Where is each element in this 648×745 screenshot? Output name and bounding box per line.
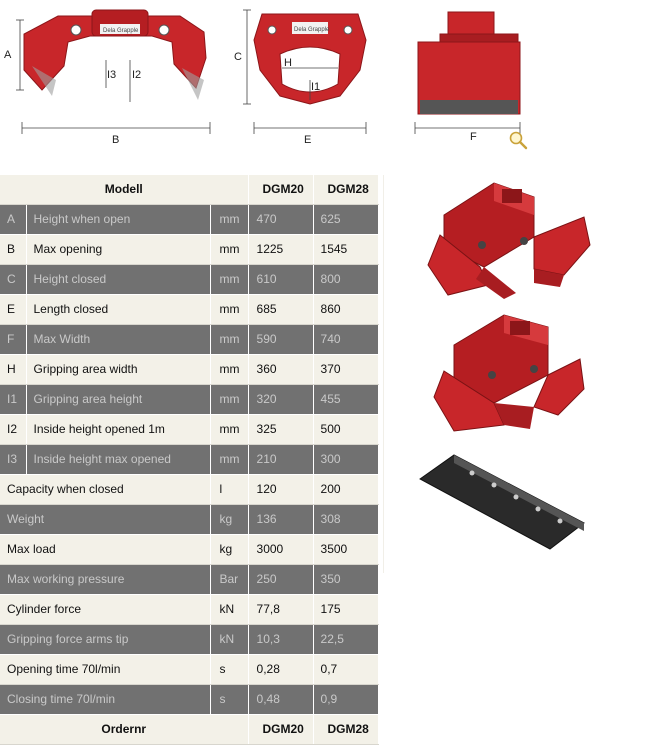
- table-row: [0, 295, 378, 325]
- row-value-dgm20: 0,28: [248, 655, 313, 685]
- row-unit: s: [210, 685, 248, 715]
- row-value-dgm28: 3500: [313, 535, 378, 565]
- product-photos: [384, 175, 619, 573]
- row-label: Gripping area height: [26, 385, 210, 415]
- dim-label-i2: I2: [132, 69, 142, 81]
- row-unit: mm: [210, 385, 248, 415]
- row-unit: kN: [210, 625, 248, 655]
- row-value-dgm28: 22,5: [313, 625, 378, 655]
- table-row: [0, 445, 378, 475]
- row-label: Gripping force arms tip: [0, 625, 210, 655]
- grapple-closed-photo: [434, 315, 584, 431]
- row-value-dgm20: 590: [248, 325, 313, 355]
- row-value-dgm28: 740: [313, 325, 378, 355]
- row-unit: mm: [210, 325, 248, 355]
- row-letter: B: [0, 235, 26, 265]
- table-row: [0, 355, 378, 385]
- row-unit: kg: [210, 505, 248, 535]
- row-label: Opening time 70l/min: [0, 655, 210, 685]
- dim-label-f: F: [470, 131, 477, 143]
- row-unit: mm: [210, 265, 248, 295]
- row-value-dgm20: 250: [248, 565, 313, 595]
- table-footer-row: [0, 715, 378, 745]
- row-value-dgm20: 325: [248, 415, 313, 445]
- row-label: Max opening: [26, 235, 210, 265]
- front-plate-text: Dela Grapple: [294, 27, 330, 33]
- row-label: Inside height opened 1m: [26, 415, 210, 445]
- row-value-dgm20: 1225: [248, 235, 313, 265]
- row-unit: mm: [210, 295, 248, 325]
- table-row: [0, 625, 378, 655]
- row-value-dgm28: 308: [313, 505, 378, 535]
- magnifier-icon[interactable]: [508, 130, 528, 150]
- row-letter: C: [0, 265, 26, 295]
- row-value-dgm28: 0,9: [313, 685, 378, 715]
- dim-label-a: A: [4, 49, 12, 61]
- row-label: Height when open: [26, 205, 210, 235]
- row-value-dgm28: 800: [313, 265, 378, 295]
- table-row: [0, 385, 378, 415]
- row-letter: F: [0, 325, 26, 355]
- row-unit: kg: [210, 535, 248, 565]
- row-unit: kN: [210, 595, 248, 625]
- row-value-dgm28: 500: [313, 415, 378, 445]
- row-letter: E: [0, 295, 26, 325]
- row-value-dgm20: 10,3: [248, 625, 313, 655]
- table-row: [0, 565, 378, 595]
- table-body: [0, 205, 378, 715]
- table-row: [0, 325, 378, 355]
- cutting-edge-photo: [420, 455, 584, 549]
- row-label: Gripping area width: [26, 355, 210, 385]
- front-view-diagram: [234, 10, 366, 146]
- footer-model-dgm28: DGM28: [313, 715, 378, 745]
- table-header-row: [0, 175, 378, 205]
- table-row: [0, 415, 378, 445]
- header-model-dgm28: DGM28: [313, 175, 378, 205]
- row-label: Length closed: [26, 295, 210, 325]
- table-row: [0, 685, 378, 715]
- row-value-dgm28: 625: [313, 205, 378, 235]
- row-label: Max Width: [26, 325, 210, 355]
- table-row: [0, 475, 378, 505]
- row-value-dgm20: 360: [248, 355, 313, 385]
- dim-label-i1: I1: [311, 81, 321, 93]
- row-value-dgm28: 370: [313, 355, 378, 385]
- row-label: Weight: [0, 505, 210, 535]
- specification-table: [0, 175, 379, 745]
- dim-label-c: C: [234, 51, 242, 63]
- dim-label-b: B: [112, 134, 120, 146]
- header-model-label: Modell: [0, 175, 248, 205]
- table-row: [0, 595, 378, 625]
- footer-model-dgm20: DGM20: [248, 715, 313, 745]
- dimension-diagrams: [0, 0, 648, 168]
- header-model-dgm20: DGM20: [248, 175, 313, 205]
- row-label: Height closed: [26, 265, 210, 295]
- row-value-dgm28: 175: [313, 595, 378, 625]
- table-row: [0, 265, 378, 295]
- table-row: [0, 205, 378, 235]
- row-value-dgm28: 1545: [313, 235, 378, 265]
- row-label: Capacity when closed: [0, 475, 210, 505]
- row-value-dgm28: 300: [313, 445, 378, 475]
- row-value-dgm28: 0,7: [313, 655, 378, 685]
- table-row: [0, 235, 378, 265]
- row-letter: A: [0, 205, 26, 235]
- row-label: Cylinder force: [0, 595, 210, 625]
- row-letter: I1: [0, 385, 26, 415]
- row-label: Inside height max opened: [26, 445, 210, 475]
- row-label: Max working pressure: [0, 565, 210, 595]
- row-unit: mm: [210, 445, 248, 475]
- row-unit: s: [210, 655, 248, 685]
- row-unit: mm: [210, 235, 248, 265]
- table-row: [0, 655, 378, 685]
- dim-label-e: E: [304, 134, 312, 146]
- row-unit: mm: [210, 355, 248, 385]
- row-value-dgm20: 120: [248, 475, 313, 505]
- row-value-dgm20: 685: [248, 295, 313, 325]
- row-value-dgm20: 320: [248, 385, 313, 415]
- row-unit: l: [210, 475, 248, 505]
- product-photo-panel: [383, 175, 619, 573]
- row-value-dgm20: 136: [248, 505, 313, 535]
- row-value-dgm20: 610: [248, 265, 313, 295]
- table-row: [0, 505, 378, 535]
- table-row: [0, 535, 378, 565]
- row-unit: Bar: [210, 565, 248, 595]
- row-label: Max load: [0, 535, 210, 565]
- row-letter: H: [0, 355, 26, 385]
- row-value-dgm28: 350: [313, 565, 378, 595]
- side-plate-text: Dela Grapple: [103, 28, 139, 34]
- row-label: Closing time 70l/min: [0, 685, 210, 715]
- grapple-open-photo: [428, 183, 590, 299]
- row-value-dgm28: 860: [313, 295, 378, 325]
- side-view-diagram: [4, 10, 210, 146]
- row-value-dgm20: 3000: [248, 535, 313, 565]
- row-value-dgm28: 455: [313, 385, 378, 415]
- dim-label-i3: I3: [107, 69, 117, 81]
- row-unit: mm: [210, 205, 248, 235]
- row-value-dgm20: 210: [248, 445, 313, 475]
- row-letter: I3: [0, 445, 26, 475]
- row-value-dgm20: 0,48: [248, 685, 313, 715]
- footer-ordernr-label: Ordernr: [0, 715, 248, 745]
- row-unit: mm: [210, 415, 248, 445]
- row-value-dgm28: 200: [313, 475, 378, 505]
- dim-label-h: H: [284, 57, 292, 69]
- row-value-dgm20: 470: [248, 205, 313, 235]
- row-value-dgm20: 77,8: [248, 595, 313, 625]
- row-letter: I2: [0, 415, 26, 445]
- top-view-diagram: [415, 12, 520, 143]
